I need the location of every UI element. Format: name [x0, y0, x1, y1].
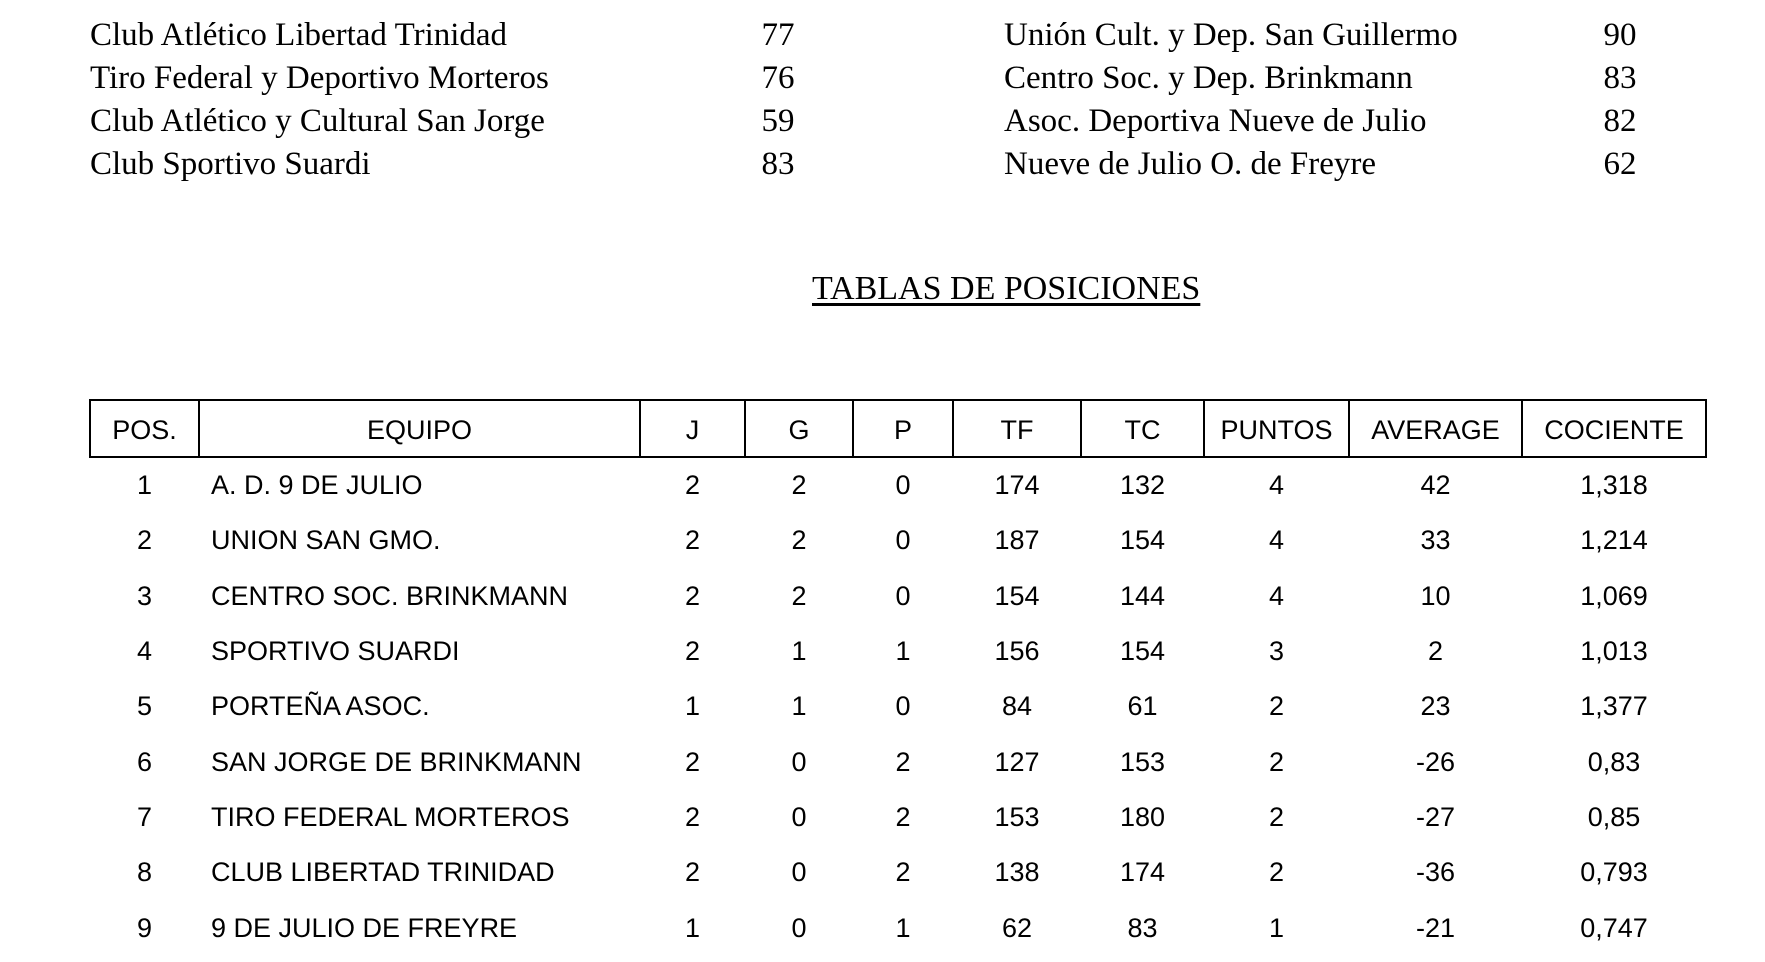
column-header-tc: TC	[1081, 400, 1204, 457]
cell-equipo: PORTEÑA ASOC.	[211, 691, 430, 722]
cell-p: 2	[895, 857, 911, 888]
cell-p: 1	[895, 636, 911, 667]
table-header-row	[90, 400, 1706, 457]
column-header-tf: TF	[953, 400, 1081, 457]
cell-pos: 7	[136, 801, 153, 832]
cell-j: 1	[684, 691, 701, 722]
result-row	[1004, 100, 1644, 143]
cell-pos: 8	[136, 857, 153, 888]
cell-pos: 4	[136, 636, 153, 667]
result-team: Unión Cult. y Dep. San Guillermo	[1004, 17, 1458, 53]
cell-g: 0	[791, 801, 807, 832]
result-score: 82	[1603, 103, 1637, 139]
result-score: 62	[1603, 146, 1637, 182]
table-row	[90, 845, 1706, 900]
result-row	[1004, 14, 1644, 57]
column-header-cociente: COCIENTE	[1522, 400, 1706, 457]
cell-cociente: 0,85	[1587, 801, 1641, 832]
cell-pos: 5	[136, 691, 153, 722]
cell-pos: 3	[136, 580, 153, 611]
cell-average: -36	[1415, 857, 1456, 888]
column-header-average: AVERAGE	[1349, 400, 1522, 457]
cell-puntos: 4	[1268, 470, 1285, 501]
column-header-equipo: EQUIPO	[199, 400, 640, 457]
cell-pos: 2	[136, 525, 153, 556]
cell-g: 2	[791, 525, 807, 556]
result-row	[90, 100, 795, 143]
result-row	[90, 57, 795, 100]
cell-g: 1	[791, 636, 807, 667]
cell-average: 33	[1420, 525, 1451, 556]
cell-g: 0	[791, 857, 807, 888]
cell-tf: 62	[1001, 912, 1033, 943]
cell-cociente: 1,069	[1580, 580, 1648, 611]
result-row	[1004, 57, 1644, 100]
cell-p: 0	[895, 470, 911, 501]
section-heading: TABLAS DE POSICIONES	[812, 270, 1201, 307]
cell-equipo: 9 DE JULIO DE FREYRE	[211, 912, 518, 943]
result-team: Asoc. Deportiva Nueve de Julio	[1004, 103, 1427, 139]
cell-puntos: 4	[1268, 580, 1285, 611]
cell-puntos: 2	[1268, 746, 1285, 777]
table-row	[90, 790, 1706, 845]
cell-pos: 6	[136, 746, 153, 777]
column-header-p: P	[853, 400, 953, 457]
cell-average: 10	[1420, 580, 1451, 611]
cell-puntos: 1	[1268, 912, 1285, 943]
table-row	[90, 569, 1706, 624]
match-results-right	[1004, 14, 1644, 186]
cell-tf: 84	[1001, 691, 1033, 722]
cell-j: 2	[684, 801, 701, 832]
cell-cociente: 1,318	[1580, 470, 1648, 501]
result-row	[1004, 143, 1644, 186]
table-row	[90, 457, 1706, 513]
cell-average: 23	[1420, 691, 1451, 722]
cell-g: 0	[791, 912, 807, 943]
cell-j: 2	[684, 857, 701, 888]
cell-tc: 144	[1119, 580, 1166, 611]
cell-g: 2	[791, 470, 807, 501]
cell-average: -27	[1415, 801, 1456, 832]
table-row	[90, 900, 1706, 955]
cell-equipo: CLUB LIBERTAD TRINIDAD	[211, 857, 555, 888]
cell-puntos: 2	[1268, 691, 1285, 722]
cell-j: 1	[684, 912, 701, 943]
cell-g: 2	[791, 580, 807, 611]
cell-tc: 61	[1127, 691, 1158, 722]
cell-puntos: 4	[1268, 525, 1285, 556]
table-row	[90, 734, 1706, 789]
cell-p: 2	[895, 746, 911, 777]
cell-g: 1	[791, 691, 807, 722]
cell-average: -21	[1415, 912, 1456, 943]
cell-cociente: 1,377	[1580, 691, 1648, 722]
cell-j: 2	[684, 580, 701, 611]
table-row	[90, 679, 1706, 734]
cell-tf: 174	[994, 470, 1040, 501]
cell-equipo: A. D. 9 DE JULIO	[211, 470, 423, 501]
cell-puntos: 3	[1268, 636, 1285, 667]
column-header-j: J	[640, 400, 745, 457]
cell-tf: 138	[994, 857, 1040, 888]
cell-equipo: CENTRO SOC. BRINKMANN	[211, 580, 569, 611]
cell-g: 0	[791, 746, 807, 777]
match-results-left	[90, 14, 795, 186]
result-score: 83	[1603, 60, 1637, 96]
cell-j: 2	[684, 636, 701, 667]
result-score: 77	[761, 17, 795, 53]
result-team: Nueve de Julio O. de Freyre	[1004, 146, 1377, 182]
cell-cociente: 1,013	[1580, 636, 1648, 667]
result-team: Centro Soc. y Dep. Brinkmann	[1004, 60, 1413, 96]
cell-tc: 154	[1119, 636, 1166, 667]
result-score: 76	[761, 60, 795, 96]
cell-p: 2	[895, 801, 911, 832]
cell-equipo: SAN JORGE DE BRINKMANN	[211, 746, 582, 777]
result-team: Club Atlético Libertad Trinidad	[90, 17, 508, 53]
cell-equipo: SPORTIVO SUARDI	[211, 636, 460, 667]
cell-tf: 156	[994, 636, 1040, 667]
column-header-g: G	[745, 400, 853, 457]
cell-average: 2	[1427, 636, 1444, 667]
cell-cociente: 0,747	[1580, 912, 1648, 943]
cell-pos: 9	[136, 912, 153, 943]
cell-tc: 153	[1119, 746, 1166, 777]
result-score: 83	[761, 146, 795, 182]
result-row	[90, 143, 795, 186]
cell-tf: 127	[994, 746, 1040, 777]
cell-pos: 1	[136, 470, 153, 501]
cell-p: 1	[895, 912, 911, 943]
cell-j: 2	[684, 746, 701, 777]
cell-cociente: 1,214	[1580, 525, 1648, 556]
cell-tf: 153	[994, 801, 1040, 832]
cell-j: 2	[684, 525, 701, 556]
cell-average: -26	[1415, 746, 1456, 777]
column-header-pos: POS.	[90, 400, 199, 457]
cell-cociente: 0,793	[1580, 857, 1648, 888]
column-header-puntos: PUNTOS	[1204, 400, 1349, 457]
cell-equipo: UNION SAN GMO.	[211, 525, 441, 556]
cell-puntos: 2	[1268, 857, 1285, 888]
cell-tc: 154	[1119, 525, 1166, 556]
table-row	[90, 513, 1706, 568]
cell-j: 2	[684, 470, 701, 501]
cell-tc: 174	[1119, 857, 1166, 888]
result-score: 59	[761, 103, 795, 139]
cell-tc: 132	[1119, 470, 1166, 501]
cell-p: 0	[895, 691, 911, 722]
result-score: 90	[1603, 17, 1637, 53]
table-row	[90, 624, 1706, 679]
cell-tc: 83	[1127, 912, 1158, 943]
cell-puntos: 2	[1268, 801, 1285, 832]
cell-equipo: TIRO FEDERAL MORTEROS	[211, 801, 570, 832]
result-row	[90, 14, 795, 57]
result-team: Club Sportivo Suardi	[90, 146, 371, 182]
cell-cociente: 0,83	[1587, 746, 1641, 777]
cell-p: 0	[895, 580, 911, 611]
result-team: Tiro Federal y Deportivo Morteros	[90, 60, 549, 96]
standings-table	[89, 399, 1707, 956]
result-team: Club Atlético y Cultural San Jorge	[90, 103, 545, 139]
cell-average: 42	[1420, 470, 1451, 501]
cell-p: 0	[895, 525, 911, 556]
cell-tc: 180	[1119, 801, 1166, 832]
cell-tf: 154	[994, 580, 1040, 611]
cell-tf: 187	[994, 525, 1040, 556]
